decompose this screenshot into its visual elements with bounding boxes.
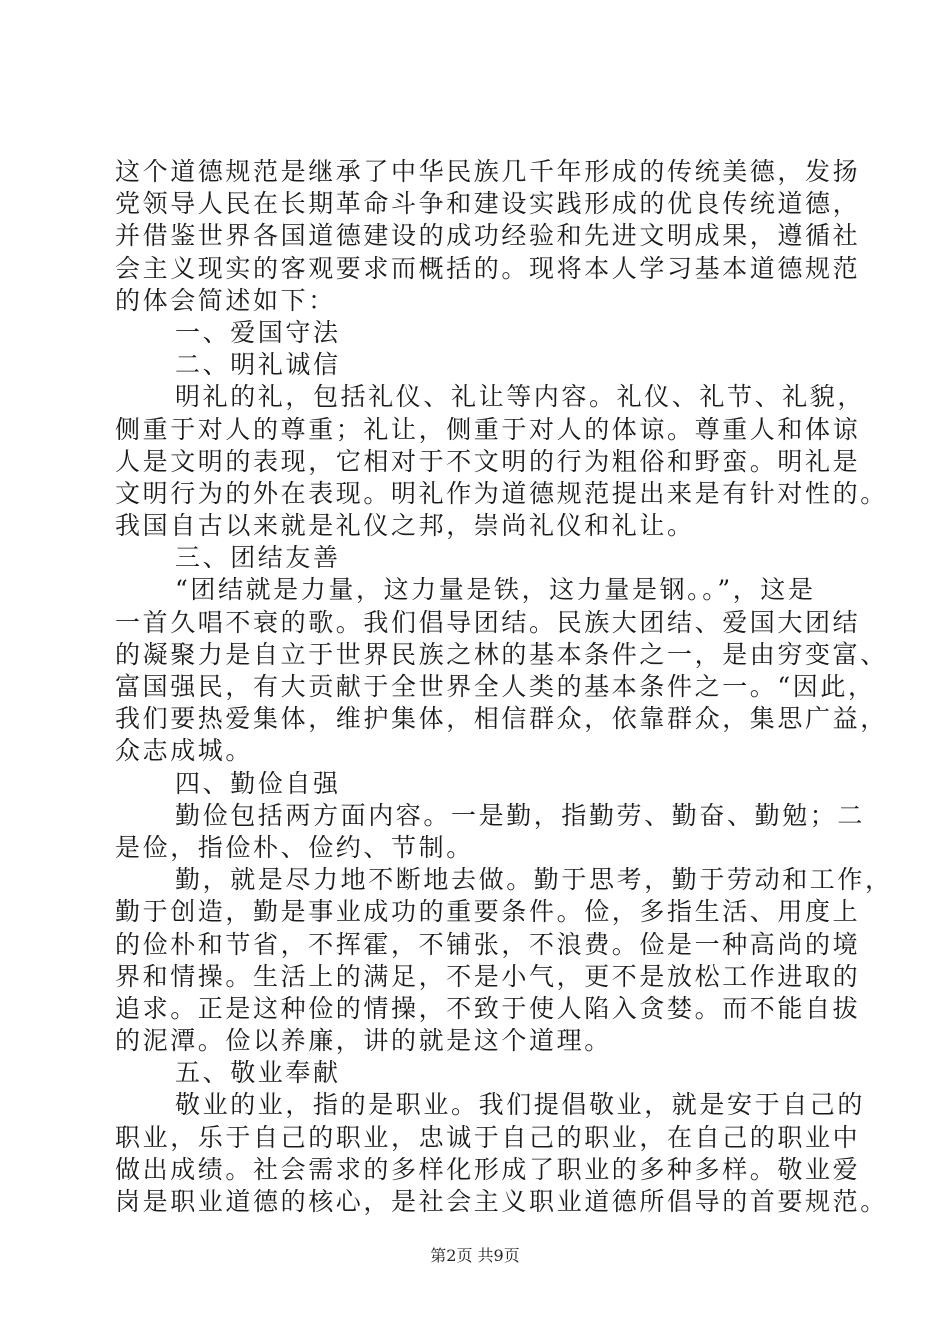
text-line: 富国强民，有大贡献于全世界全人类的基本条件之一。“因此，: [115, 672, 876, 701]
text-line: 众志成城。: [115, 736, 254, 766]
text-line: 职业，乐于自己的职业，忠诚于自己的职业，在自己的职业中: [115, 1122, 861, 1152]
text-line: 会主义现实的客观要求而概括的。现将本人学习基本道德规范: [115, 253, 861, 283]
text-line: “团结就是力量，这力量是铁，这力量是钢。。”，这是: [175, 575, 816, 605]
document-body: [115, 156, 893, 1218]
text-line: 并借鉴世界各国道德建设的成功经验和先进文明成果，遵循社: [115, 221, 861, 251]
text-line: 我国自古以来就是礼仪之邦，崇尚礼仪和礼让。: [115, 511, 695, 541]
text-line: 追求。正是这种俭的情操，不致于使人陷入贪婪。而不能自拔: [115, 993, 861, 1023]
text-line: 文明行为的外在表现。明礼作为道德规范提出来是有针对性的。: [115, 478, 888, 508]
text-line: 党领导人民在长期革命斗争和建设实践形成的优良传统道德，: [115, 189, 861, 219]
text-line: 五、敬业奉献: [175, 1058, 341, 1088]
text-line: 一、爱国守法: [175, 317, 341, 347]
text-line: 勤于创造，勤是事业成功的重要条件。俭，多指生活、用度上: [115, 897, 861, 927]
text-line: 的泥潭。俭以养廉，讲的就是这个道理。: [115, 1026, 612, 1056]
text-line: 界和情操。生活上的满足，不是小气，更不是放松工作进取的: [115, 961, 861, 991]
text-line: 二、明礼诚信: [175, 350, 341, 380]
text-line: 勤，就是尽力地不断地去做。勤于思考，勤于劳动和工作，: [175, 865, 893, 895]
text-line: 三、团结友善: [175, 543, 341, 573]
text-line: 一首久唱不衰的歌。我们倡导团结。民族大团结、爱国大团结: [115, 607, 861, 637]
text-line: 我们要热爱集体，维护集体，相信群众，依靠群众，集思广益，: [115, 704, 888, 734]
text-line: 四、勤俭自强: [175, 768, 341, 798]
text-line: 做出成绩。社会需求的多样化形成了职业的多种多样。敬业爱: [115, 1154, 861, 1184]
page-footer: 第2页 共9页: [430, 1246, 520, 1265]
text-line: 这个道德规范是继承了中华民族几千年形成的传统美德，发扬: [115, 157, 861, 186]
text-line: 的体会简述如下：: [115, 285, 336, 315]
text-line: 明礼的礼，包括礼仪、礼让等内容。礼仪、礼节、礼貌，: [175, 382, 866, 412]
text-line: 勤俭包括两方面内容。一是勤，指勤劳、勤奋、勤勉；二: [175, 800, 866, 830]
text-line: 是俭，指俭朴、俭约、节制。: [115, 832, 474, 862]
text-line: 侧重于对人的尊重；礼让，侧重于对人的体谅。尊重人和体谅: [115, 414, 861, 444]
text-line: 人是文明的表现，它相对于不文明的行为粗俗和野蛮。明礼是: [115, 446, 861, 476]
text-line: 岗是职业道德的核心，是社会主义职业道德所倡导的首要规范。: [115, 1187, 888, 1216]
text-line: 的俭朴和节省，不挥霍，不铺张，不浪费。俭是一种高尚的境: [115, 929, 861, 959]
text-line: 的凝聚力是自立于世界民族之林的基本条件之一，是由穷变富、: [115, 639, 888, 669]
text-line: 敬业的业，指的是职业。我们提倡敬业，就是安于自己的: [175, 1090, 866, 1120]
